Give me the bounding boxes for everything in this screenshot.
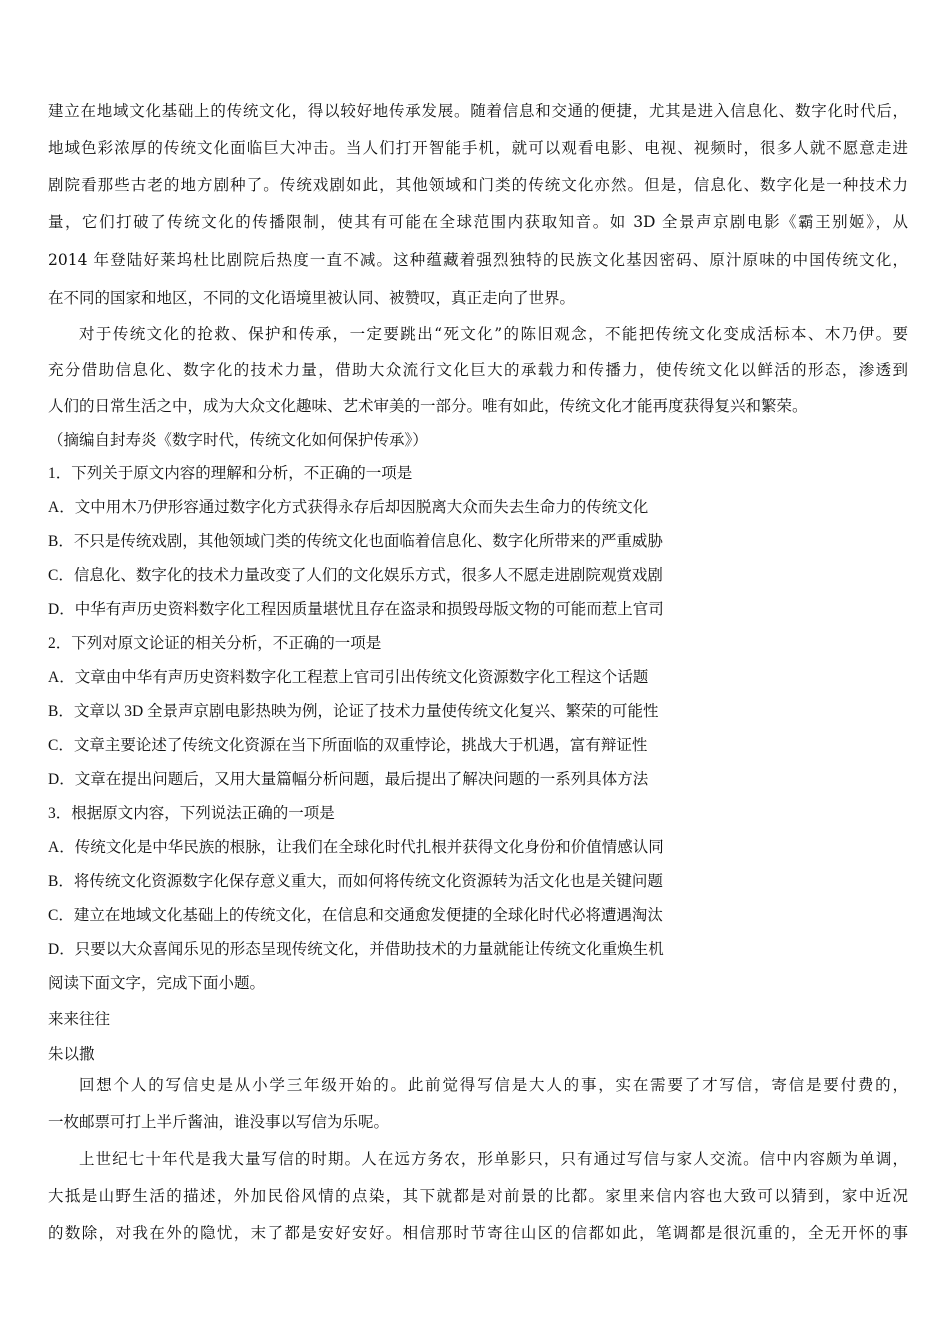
passage-line: 一枚邮票可打上半斤酱油，谁没事以写信为乐呢。: [48, 1113, 390, 1131]
passage-line: 对于传统文化的抢救、保护和传承，一定要跳出“死文化”的陈旧观念，不能把传统文化变成活标本、木乃伊。要: [79, 325, 908, 343]
answer-option[interactable]: D．文章在提出问题后，又用大量篇幅分析问题，最后提出了解决问题的一系列具体方法: [48, 771, 649, 788]
answer-option[interactable]: D．只要以大众喜闻乐见的形态呈现传统文化，并借助技术的力量就能让传统文化重焕生机: [48, 941, 664, 958]
answer-option[interactable]: A．文中用木乃伊形容通过数字化方式获得永存后却因脱离大众而失去生命力的传统文化: [48, 499, 649, 516]
passage-line: 剧院看那些古老的地方剧种了。传统戏剧如此，其他领域和门类的传统文化亦然。但是，信息化、数字化是一种技术力: [48, 176, 908, 194]
article-author: 朱以撒: [48, 1045, 95, 1063]
answer-option[interactable]: A．文章由中华有声历史资料数字化工程惹上官司引出传统文化资源数字化工程这个话题: [48, 669, 649, 686]
section-instruction: 阅读下面文字，完成下面小题。: [48, 975, 266, 992]
passage-line: 人们的日常生活之中，成为大众文化趣味、艺术审美的一部分。唯有如此，传统文化才能再度获得复兴和繁荣。: [48, 397, 808, 415]
question-stem: 2．下列对原文论证的相关分析，不正确的一项是: [48, 635, 382, 652]
answer-option[interactable]: C．信息化、数字化的技术力量改变了人们的文化娱乐方式，很多人不愿走进剧院观赏戏剧: [48, 567, 663, 584]
answer-option[interactable]: D．中华有声历史资料数字化工程因质量堪忧且存在盗录和损毁母版文物的可能而惹上官司: [48, 601, 664, 618]
answer-option[interactable]: B．将传统文化资源数字化保存意义重大，而如何将传统文化资源转为活文化也是关键问题: [48, 873, 663, 890]
source-citation: （摘编自封寿炎《数字时代，传统文化如何保护传承》）: [48, 431, 428, 449]
question-stem: 3．根据原文内容，下列说法正确的一项是: [48, 805, 335, 822]
passage-line: 地域色彩浓厚的传统文化面临巨大冲击。当人们打开智能手机，就可以观看电影、电视、视频时，很多人就不愿意走进: [48, 139, 908, 157]
passage-line: 充分借助信息化、数字化的技术力量，借助大众流行文化巨大的承载力和传播力，使传统文化以鲜活的形态，渗透到: [48, 361, 908, 379]
passage-line: 2014 年登陆好莱坞杜比剧院后热度一直不减。这种蕴藏着强烈独特的民族文化基因密码、原汁原味的中国传统文化，: [48, 251, 908, 269]
answer-option[interactable]: A．传统文化是中华民族的根脉，让我们在全球化时代扎根并获得文化身份和价值情感认同: [48, 839, 664, 856]
article-title: 来来往往: [48, 1010, 111, 1028]
passage-line: 的数除，对我在外的隐忧，末了都是安好安好。相信那时节寄往山区的信都如此，笔调都是很沉重的，全无开怀的事: [48, 1224, 908, 1242]
passage-line: 回想个人的写信史是从小学三年级开始的。此前觉得写信是大人的事，实在需要了才写信，寄信是要付费的，: [79, 1076, 908, 1094]
question-stem: 1．下列关于原文内容的理解和分析，不正确的一项是: [48, 465, 413, 482]
passage-line: 建立在地域文化基础上的传统文化，得以较好地传承发展。随着信息和交通的便捷，尤其是进入信息化、数字化时代后，: [48, 102, 908, 120]
answer-option[interactable]: C．建立在地域文化基础上的传统文化，在信息和交通愈发便捷的全球化时代必将遭遇淘汰: [48, 907, 663, 924]
passage-line: 大抵是山野生活的描述，外加民俗风情的点染，其下就都是对前景的比都。家里来信内容也大致可以猜到，家中近况: [48, 1187, 908, 1205]
passage-line: 在不同的国家和地区，不同的文化语境里被认同、被赞叹，真正走向了世界。: [48, 289, 576, 307]
answer-option[interactable]: B．文章以 3D 全景声京剧电影热映为例，论证了技术力量使传统文化复兴、繁荣的可能性: [48, 703, 659, 720]
passage-line: 量，它们打破了传统文化的传播限制，使其有可能在全球范围内获取知音。如 3D 全景声京剧电影《霸王别姬》，从: [48, 213, 908, 231]
answer-option[interactable]: C．文章主要论述了传统文化资源在当下所面临的双重悖论，挑战大于机遇，富有辩证性: [48, 737, 648, 754]
passage-line: 上世纪七十年代是我大量写信的时期。人在远方务农，形单影只，只有通过写信与家人交流。信中内容颇为单调，: [79, 1150, 908, 1168]
answer-option[interactable]: B．不只是传统戏剧，其他领域门类的传统文化也面临着信息化、数字化所带来的严重威胁: [48, 533, 663, 550]
